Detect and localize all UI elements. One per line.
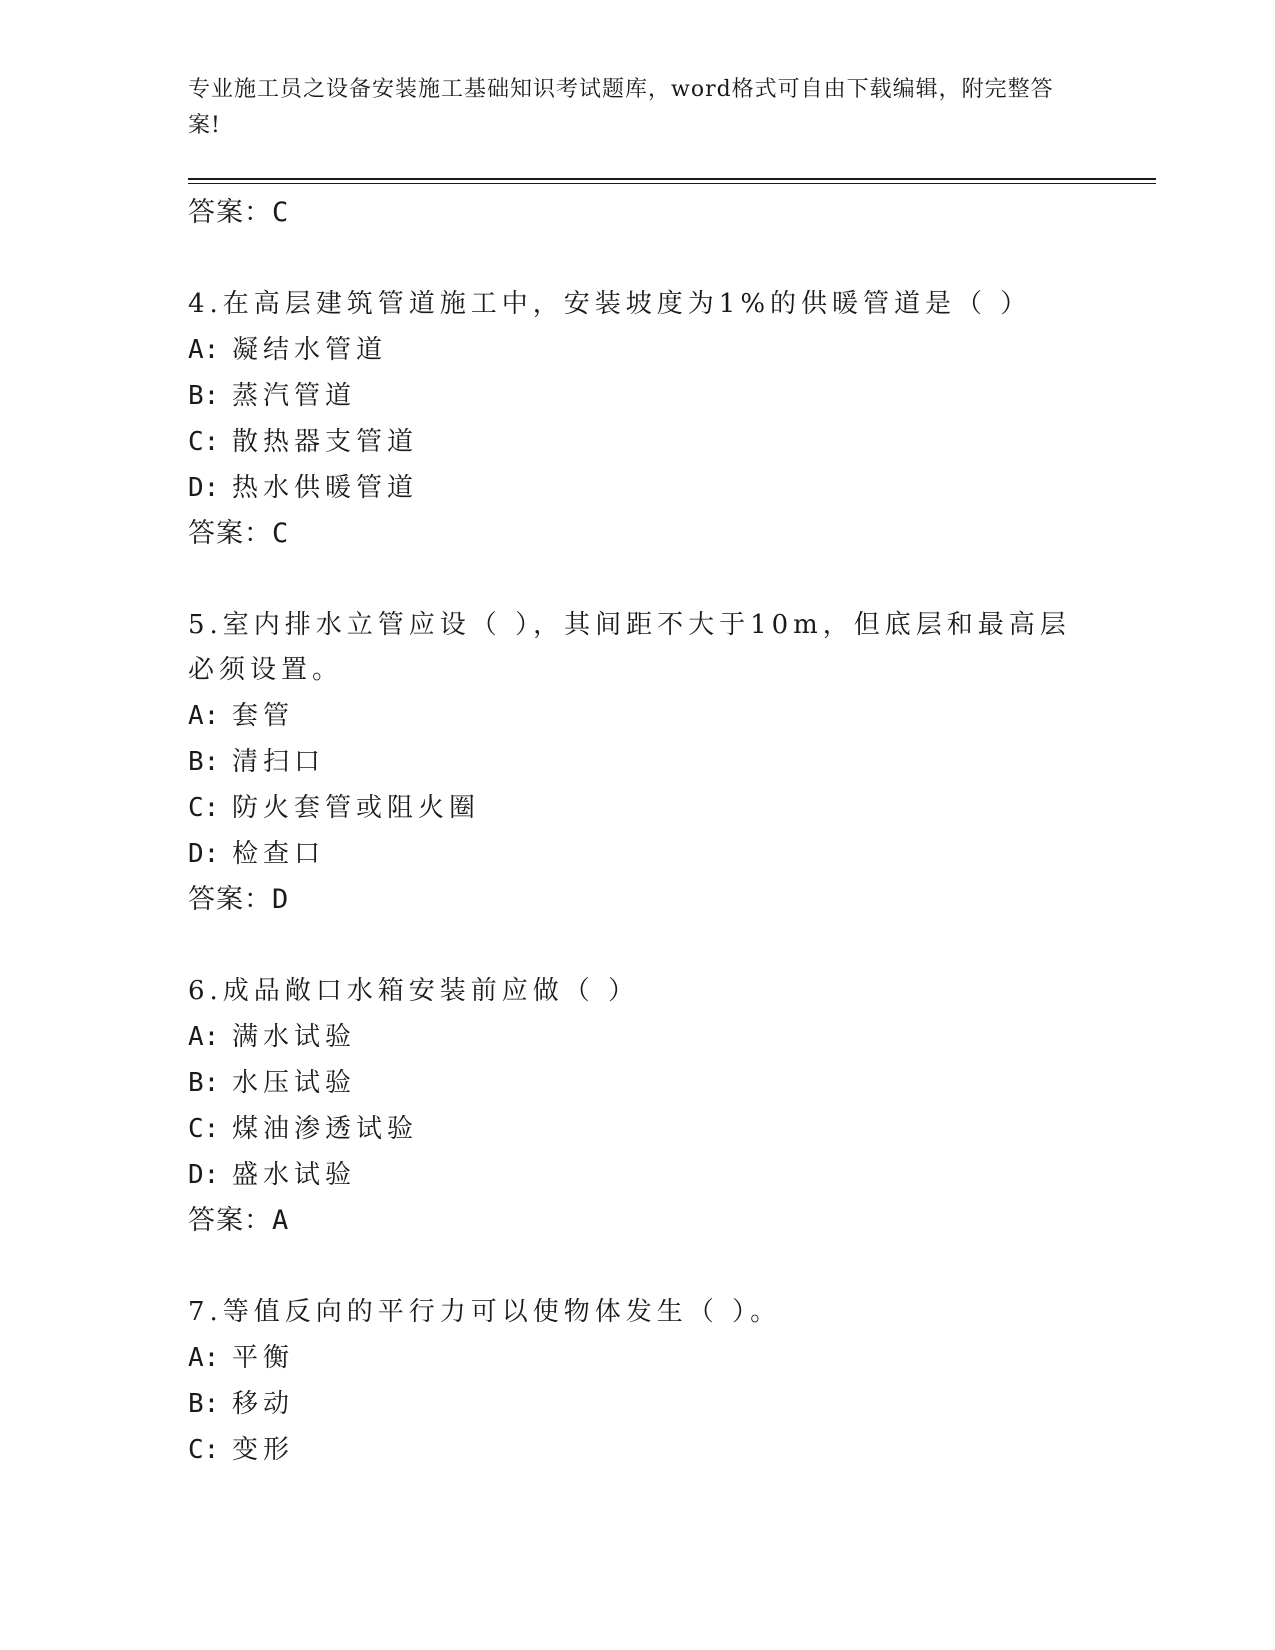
option-b xyxy=(188,1381,1088,1427)
question-text: 5.室内排水立管应设（ ），其间距不大于10m，但底层和最高层必须设置。 xyxy=(188,610,1071,685)
answer-label: 答案： xyxy=(188,518,272,549)
answer-value: C xyxy=(272,197,289,228)
option-letter: D: xyxy=(188,1160,220,1190)
option-text: 满水试验 xyxy=(232,1022,357,1052)
option-text: 盛水试验 xyxy=(232,1160,357,1190)
option-text: 变形 xyxy=(232,1435,295,1465)
answer-value: C xyxy=(272,518,289,549)
answer-label: 答案： xyxy=(188,1205,272,1236)
question-4 xyxy=(188,282,1088,557)
option-letter: C: xyxy=(188,1114,220,1144)
option-letter: B: xyxy=(188,747,220,777)
option-b xyxy=(188,1060,1088,1106)
option-d xyxy=(188,831,1088,877)
option-text: 检查口 xyxy=(232,839,326,869)
option-text: 平衡 xyxy=(232,1343,295,1373)
option-text: 煤油渗透试验 xyxy=(232,1114,419,1144)
option-letter: D: xyxy=(188,839,220,869)
option-text: 凝结水管道 xyxy=(232,335,388,365)
page-header: 专业施工员之设备安装施工基础知识考试题库，word格式可自由下载编辑，附完整答案! xyxy=(188,77,1054,138)
option-letter: B: xyxy=(188,1068,220,1098)
option-text: 移动 xyxy=(232,1389,295,1419)
option-a xyxy=(188,1014,1088,1060)
option-text: 水压试验 xyxy=(232,1068,357,1098)
option-text: 热水供暖管道 xyxy=(232,473,419,503)
option-letter: A: xyxy=(188,1343,220,1373)
question-text: 6.成品敞口水箱安装前应做（ ） xyxy=(188,976,640,1006)
option-d xyxy=(188,1152,1088,1198)
option-d xyxy=(188,465,1088,511)
option-b xyxy=(188,739,1088,785)
option-c xyxy=(188,785,1088,831)
option-letter: C: xyxy=(188,793,220,823)
question-7 xyxy=(188,1290,1088,1473)
option-letter: C: xyxy=(188,1435,220,1465)
question-6 xyxy=(188,969,1088,1244)
answer-line xyxy=(188,511,1088,557)
option-text: 套管 xyxy=(232,701,295,731)
option-a xyxy=(188,693,1088,739)
answer-line xyxy=(188,877,1088,923)
option-text: 散热器支管道 xyxy=(232,427,419,457)
question-text: 7.等值反向的平行力可以使物体发生（ ）。 xyxy=(188,1297,782,1327)
option-letter: C: xyxy=(188,427,220,457)
answer-value: A xyxy=(272,1205,289,1236)
header-rule-thick xyxy=(188,178,1156,180)
option-letter: A: xyxy=(188,335,220,365)
option-letter: A: xyxy=(188,701,220,731)
question-5 xyxy=(188,603,1088,923)
option-text: 蒸汽管道 xyxy=(232,381,357,411)
answer-line xyxy=(188,190,1088,236)
answer-label: 答案： xyxy=(188,197,272,228)
option-a xyxy=(188,1335,1088,1381)
option-text: 清扫口 xyxy=(232,747,326,777)
option-letter: A: xyxy=(188,1022,220,1052)
option-b xyxy=(188,373,1088,419)
answer-line xyxy=(188,1198,1088,1244)
option-letter: B: xyxy=(188,1389,220,1419)
option-text: 防火套管或阻火圈 xyxy=(232,793,481,823)
option-c xyxy=(188,419,1088,465)
option-letter: B: xyxy=(188,381,220,411)
document-body xyxy=(188,190,1088,1473)
answer-value: D xyxy=(272,884,289,915)
option-letter: D: xyxy=(188,473,220,503)
question-text: 4.在高层建筑管道施工中，安装坡度为1%的供暖管道是（ ） xyxy=(188,289,1032,319)
option-a xyxy=(188,327,1088,373)
answer-label: 答案： xyxy=(188,884,272,915)
option-c xyxy=(188,1427,1088,1473)
header-rule-thin xyxy=(188,183,1156,184)
option-c xyxy=(188,1106,1088,1152)
